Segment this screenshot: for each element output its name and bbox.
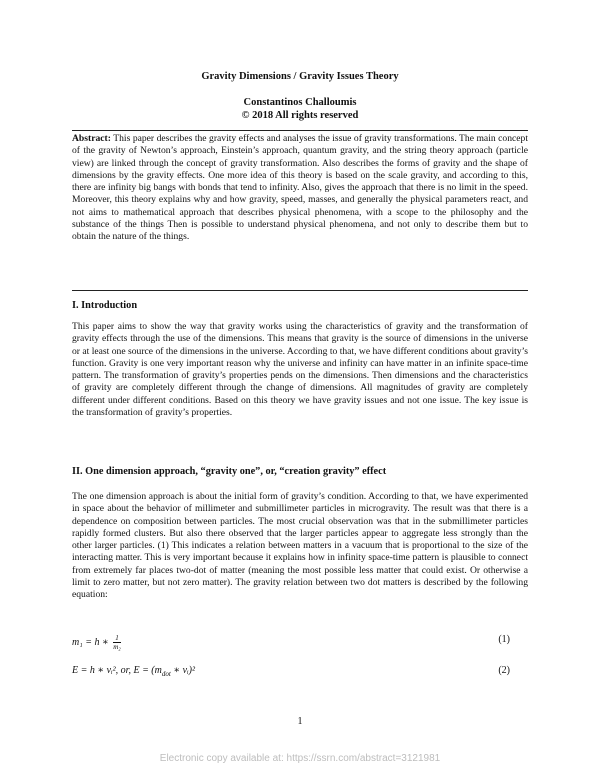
- equation-2-subscript: dot: [161, 670, 171, 678]
- paper-title: Gravity Dimensions / Gravity Issues Theory: [201, 71, 399, 82]
- ssrn-footer-link[interactable]: Electronic copy available at: https://ssrn.com/abstract=3121981: [159, 753, 441, 764]
- equation-1-numerator: 1: [115, 634, 119, 642]
- equation-2-number: (2): [498, 665, 510, 676]
- section-text-introduction: This paper aims to show the way that gravity works using the characteristics of gravity and the transformation of gravity effects through the use of the dimensions. This means that gravity is the source of dimensions in the universe or at least one source of the dimensions in the universe. According to that, we have different conditions about gravity’s function. Gravity is one very important reason why the universe and infinity can have matter in an infinite space-time pattern. The transformation of gravity’s properties pends on the dimensions. Then dimensions and the characteristics of gravity are completely different through the change of dimensions. All magnitudes of gravity are completely different under different conditions. Based on this theory we have gravity issues and not one issue. The key issue is the transformation of gravity’s properties.: [72, 321, 528, 419]
- section-text-one-dimension: The one dimension approach is about the initial form of gravity’s condition. According to that, we have experimented in space about the behavior of millimeter and submillimeter particles in microgravity. The result was that there is a dependence on composition between particles. The most crucial observation was that in the submillimeter particles rapidly formed clusters. But also there observed that the larger particles appear to aggregate less strongly than the other larger particles. (1) This indicates a relation between matters in a vacuum that is proportional to the size of the interacting matter. This is very important because it explains how in infinity space-time pattern is plausible to connect from extremely far places two-dot of matter (meaning the most possible less matter that could exist. Or otherwise a limit to zero matter, but not zero matter). The gravity relation between two dot matters is described by the following equation:: [72, 491, 528, 601]
- equation-2-rhs: ∗ vᵢ)²: [170, 665, 195, 676]
- copyright-line: © 2018 All rights reserved: [241, 110, 359, 121]
- equation-1-denominator: m₂: [113, 643, 121, 651]
- abstract: [72, 133, 528, 244]
- abstract-text: This paper describes the gravity effects and analyses the issue of gravity transformations. The main concept of the gravity of Newton’s approach, Einstein’s approach, quantum gravity, and the string theory approach (particle view) are linked through the concept of gravity transformation. Also describes the forms of gravity and the shape of dimensions by the gravity effects. One more idea of this theory is based on the scale gravity, and according to this, there are infinity big bangs with bonds that tend to infinity. Also, gives the approach that there is no limit in the speed. Moreover, this theory explains why and how gravity, speed, masses, and generally the physical parameters react, and not aims to mathematical approach that describes physical phenomena, with a scope to the philosophy and the substance of the things Then is possible to understand physical phenomena, and not only to describe them but to obtain the nature of the things.: [72, 133, 528, 243]
- abstract-label: Abstract:: [72, 133, 111, 144]
- section-heading-introduction: I. Introduction: [72, 300, 138, 311]
- equation-2: [72, 665, 528, 681]
- equation-1-lhs: m₁ = h ∗: [72, 636, 109, 648]
- equation-1-number: (1): [498, 634, 510, 645]
- page-number: 1: [297, 716, 303, 727]
- author-block: [0, 96, 600, 122]
- equation-1: [72, 634, 528, 650]
- equation-2-lhs: E = h ∗ vᵢ², or, E = (m: [72, 665, 162, 676]
- author-name: Constantinos Challoumis: [243, 97, 357, 108]
- section-heading-one-dimension: II. One dimension approach, “gravity one”, or, “creation gravity” effect: [72, 466, 387, 477]
- equation-1-fraction: [113, 634, 121, 651]
